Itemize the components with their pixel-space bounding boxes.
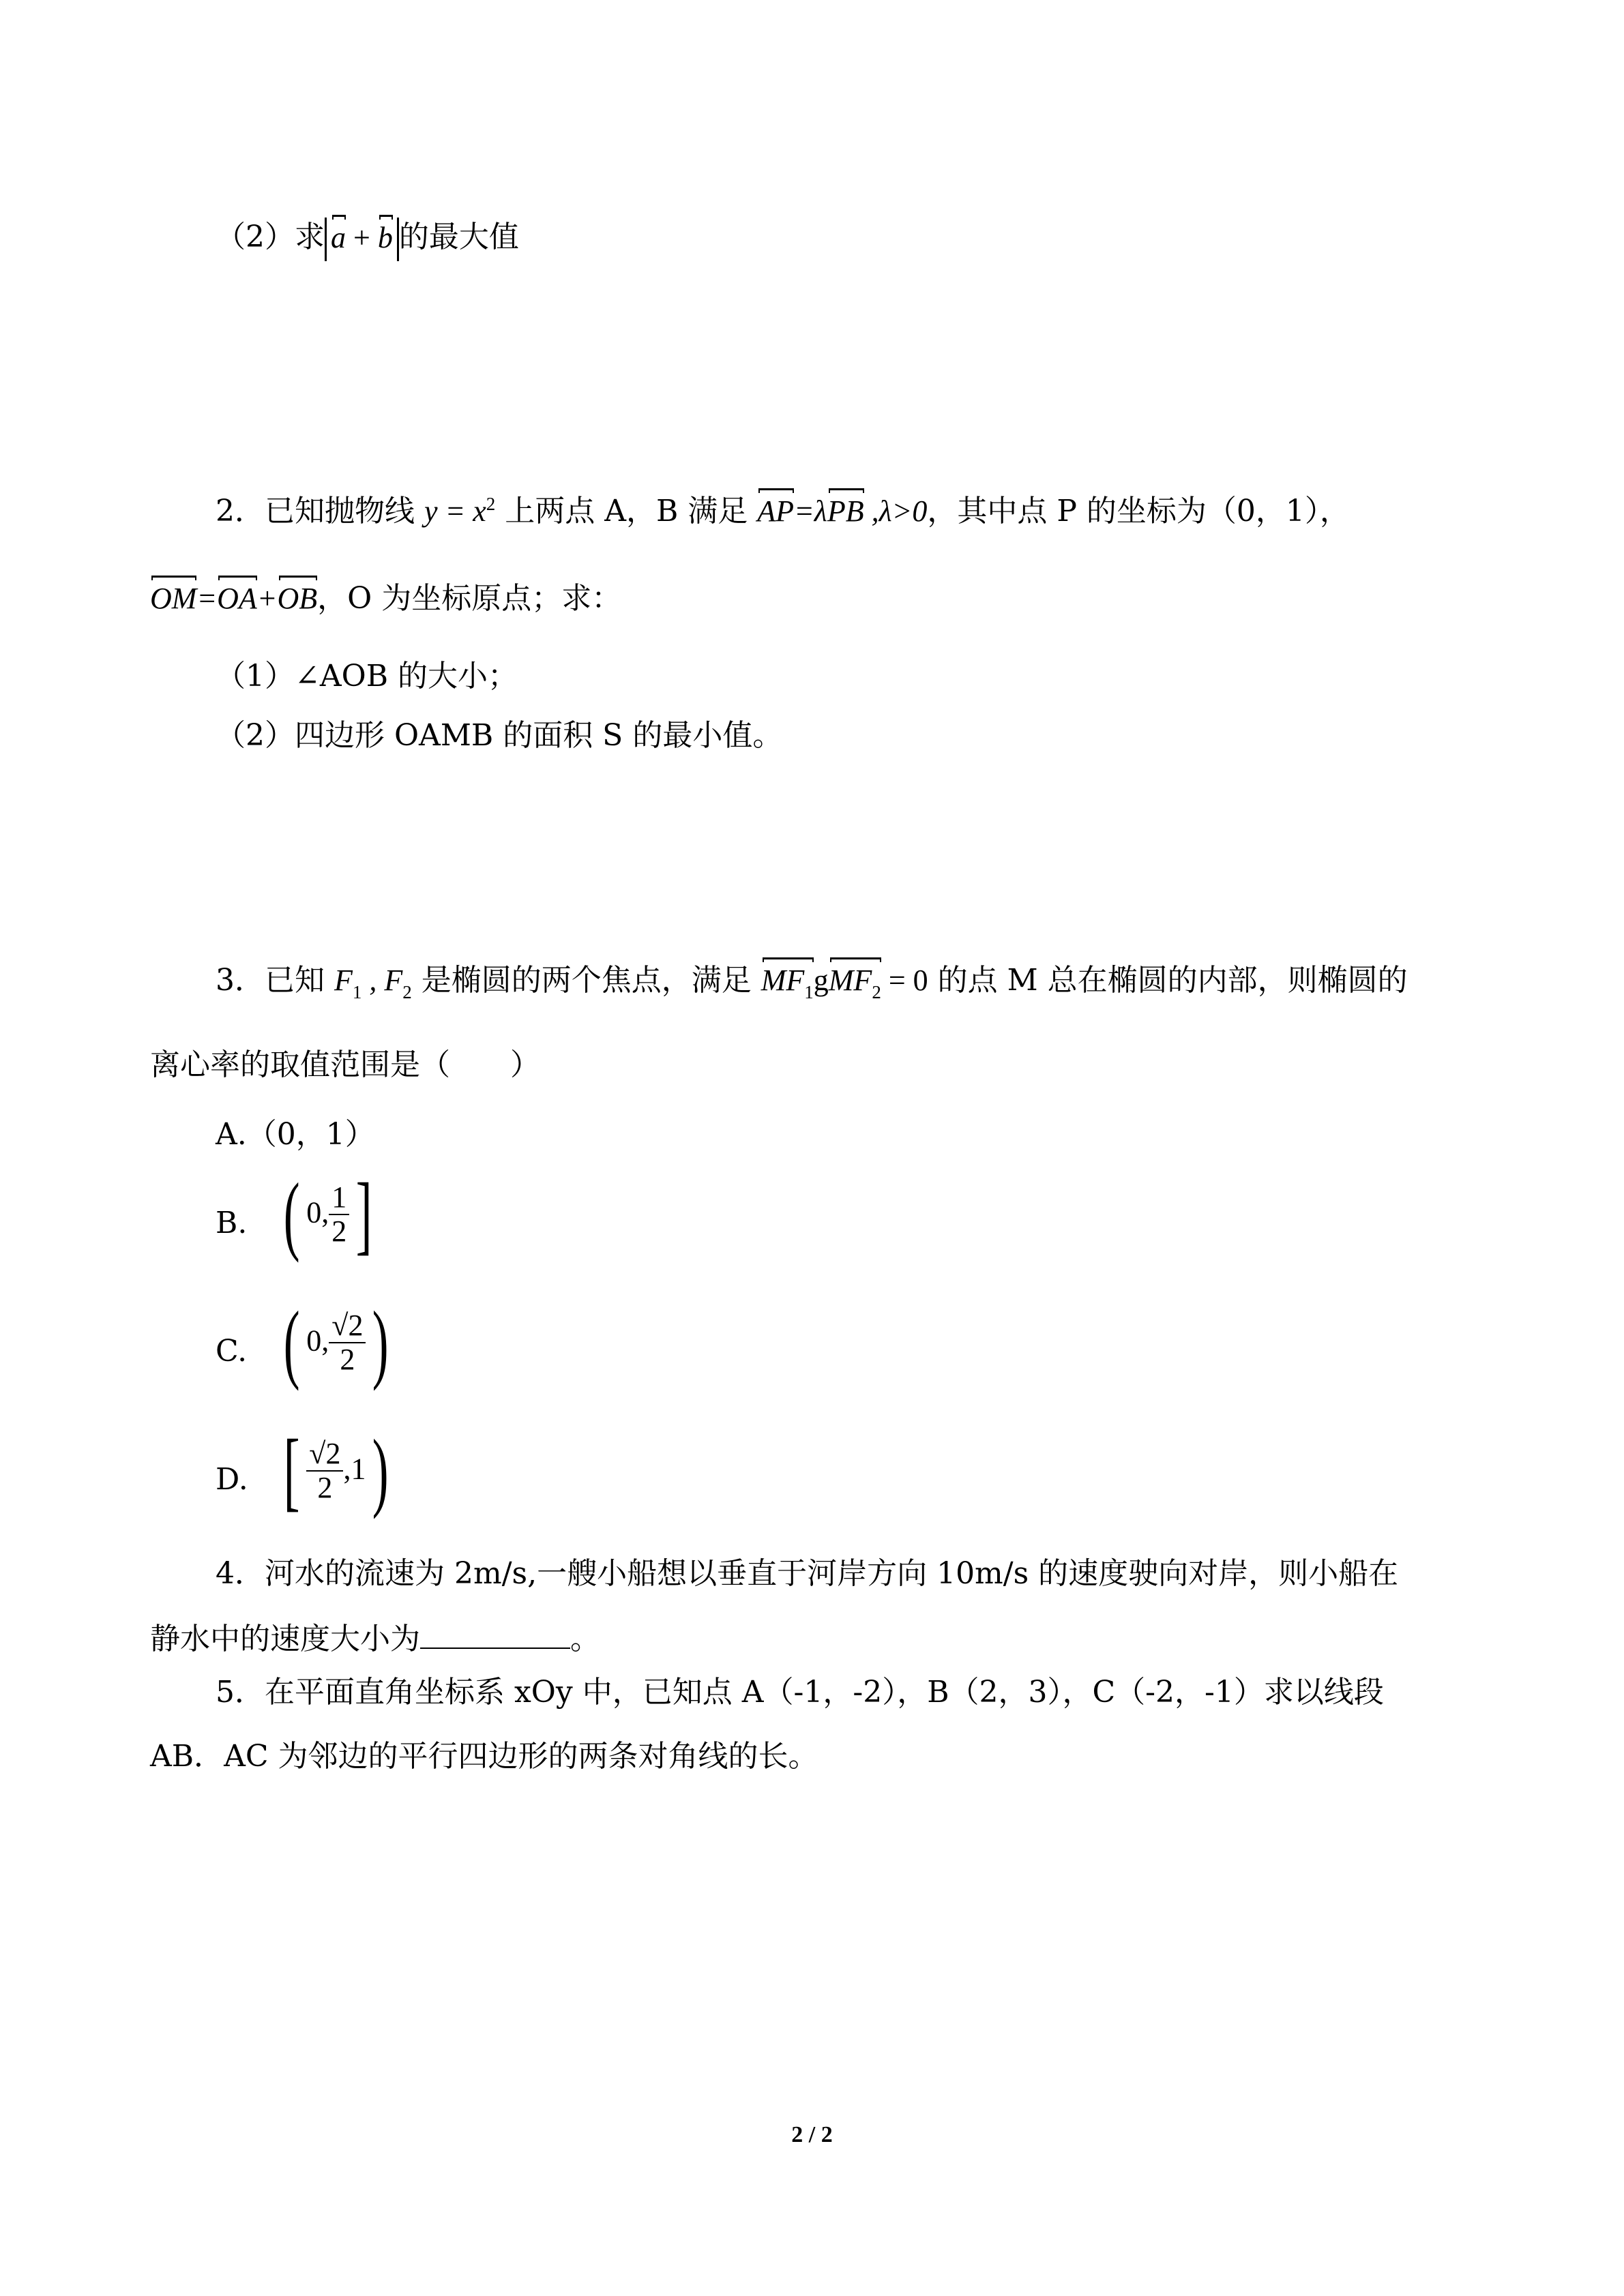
close-bracket: ] bbox=[356, 1165, 372, 1264]
focus-comma: , bbox=[361, 964, 385, 997]
option-b-label: B. bbox=[216, 1206, 248, 1240]
q2-origin-text: ，O 为坐标原点；求： bbox=[317, 581, 622, 616]
option-c-label: C. bbox=[216, 1334, 248, 1369]
open-paren: ( bbox=[283, 1165, 300, 1264]
option-d bbox=[216, 1422, 389, 1520]
open-bracket: [ bbox=[283, 1422, 300, 1520]
option-b-left: 0, bbox=[306, 1195, 329, 1229]
option-d-right: ,1 bbox=[343, 1452, 366, 1486]
q3-line2: 离心率的取值范围是（ ） bbox=[150, 1047, 540, 1082]
q1-plus: + bbox=[346, 220, 378, 254]
q2-intro: 2．已知抛物线 bbox=[216, 494, 424, 528]
q1-part2-prefix: （2）求 bbox=[216, 220, 325, 254]
vector-ob: OB bbox=[278, 578, 318, 619]
vector-ap: AP bbox=[757, 491, 794, 532]
option-c-left: 0, bbox=[306, 1324, 329, 1358]
q2-sub2: （2）四边形 OAMB 的面积 S 的最小值。 bbox=[216, 718, 783, 753]
dot-symbol: g bbox=[813, 964, 829, 997]
vector-a: a bbox=[331, 218, 346, 258]
vector-mf2: MF bbox=[828, 964, 872, 997]
answer-blank bbox=[420, 1617, 570, 1649]
q3-intro: 3．已知 bbox=[216, 963, 334, 998]
q5-line2: AB．AC 为邻边的平行四边形的两条对角线的长。 bbox=[150, 1739, 818, 1774]
parabola-equation: y = x bbox=[424, 494, 486, 528]
q1-part2-suffix: 的最大值 bbox=[398, 220, 519, 254]
eq-lambda: =λ bbox=[794, 494, 827, 528]
open-paren: ( bbox=[283, 1294, 300, 1392]
q2-point-p: ，其中点 P 的坐标为（0，1）， bbox=[927, 494, 1350, 528]
q2-condition-text: 上两点 A，B 满足 bbox=[495, 494, 758, 528]
lambda-condition: ,λ>0 bbox=[863, 494, 928, 528]
q5-line1: 5．在平面直角坐标系 xOy 中，已知点 A（-1，-2），B（2，3），C（-2，-1）求以线段 bbox=[216, 1675, 1384, 1710]
focus-f2-sub: 2 bbox=[402, 982, 412, 1002]
eq-zero: = 0 bbox=[881, 964, 928, 997]
q2-sub1: （1）∠AOB 的大小； bbox=[216, 659, 518, 694]
focus-f2: F bbox=[384, 964, 403, 997]
q3-condition-text: 是椭圆的两个焦点，满足 bbox=[411, 963, 761, 998]
vector-b: b bbox=[378, 218, 393, 258]
page-number: 2 / 2 bbox=[791, 2122, 833, 2147]
option-a: A.（0，1） bbox=[216, 1117, 375, 1152]
q2-line2 bbox=[150, 578, 621, 619]
q4-line1: 4．河水的流速为 2m/s,一艘小船想以垂直于河岸方向 10m/s 的速度驶向对岸，则小船在 bbox=[216, 1556, 1399, 1591]
plus-sign: + bbox=[256, 582, 278, 615]
vector-pb: PB bbox=[827, 491, 864, 532]
vector-mf2-sub: 2 bbox=[872, 982, 881, 1002]
vector-mf1-sub: 1 bbox=[804, 982, 814, 1002]
q4-line2-end: 。 bbox=[570, 1622, 600, 1656]
q2-line1 bbox=[216, 491, 1350, 532]
focus-f1-sub: 1 bbox=[352, 982, 362, 1002]
q4-line2 bbox=[150, 1617, 600, 1658]
q3-line1 bbox=[216, 960, 1408, 1001]
focus-f1: F bbox=[334, 964, 353, 997]
vector-om: OM bbox=[150, 578, 196, 619]
q4-line2-text: 静水中的速度大小为 bbox=[150, 1622, 420, 1656]
option-c bbox=[216, 1294, 389, 1392]
eq-sign: = bbox=[196, 582, 218, 615]
fraction-one-half: $\frac{1}{2}$ bbox=[329, 1181, 349, 1248]
fraction-sqrt2-over-2: $\frac{√2}{2}$ bbox=[329, 1309, 366, 1376]
vector-oa: OA bbox=[217, 578, 257, 619]
close-paren: ) bbox=[372, 1294, 389, 1392]
option-b bbox=[216, 1165, 372, 1264]
q3-line1-end: 的点 M 总在椭圆的内部，则椭圆的 bbox=[928, 963, 1408, 998]
vector-mf1: MF bbox=[761, 964, 805, 997]
parabola-exponent: 2 bbox=[486, 494, 496, 514]
option-d-label: D. bbox=[216, 1462, 248, 1497]
q1-part2 bbox=[216, 217, 519, 258]
fraction-sqrt2-over-2: $\frac{√2}{2}$ bbox=[306, 1437, 343, 1504]
q1-abs-expression bbox=[325, 218, 399, 261]
close-paren: ) bbox=[372, 1422, 389, 1520]
